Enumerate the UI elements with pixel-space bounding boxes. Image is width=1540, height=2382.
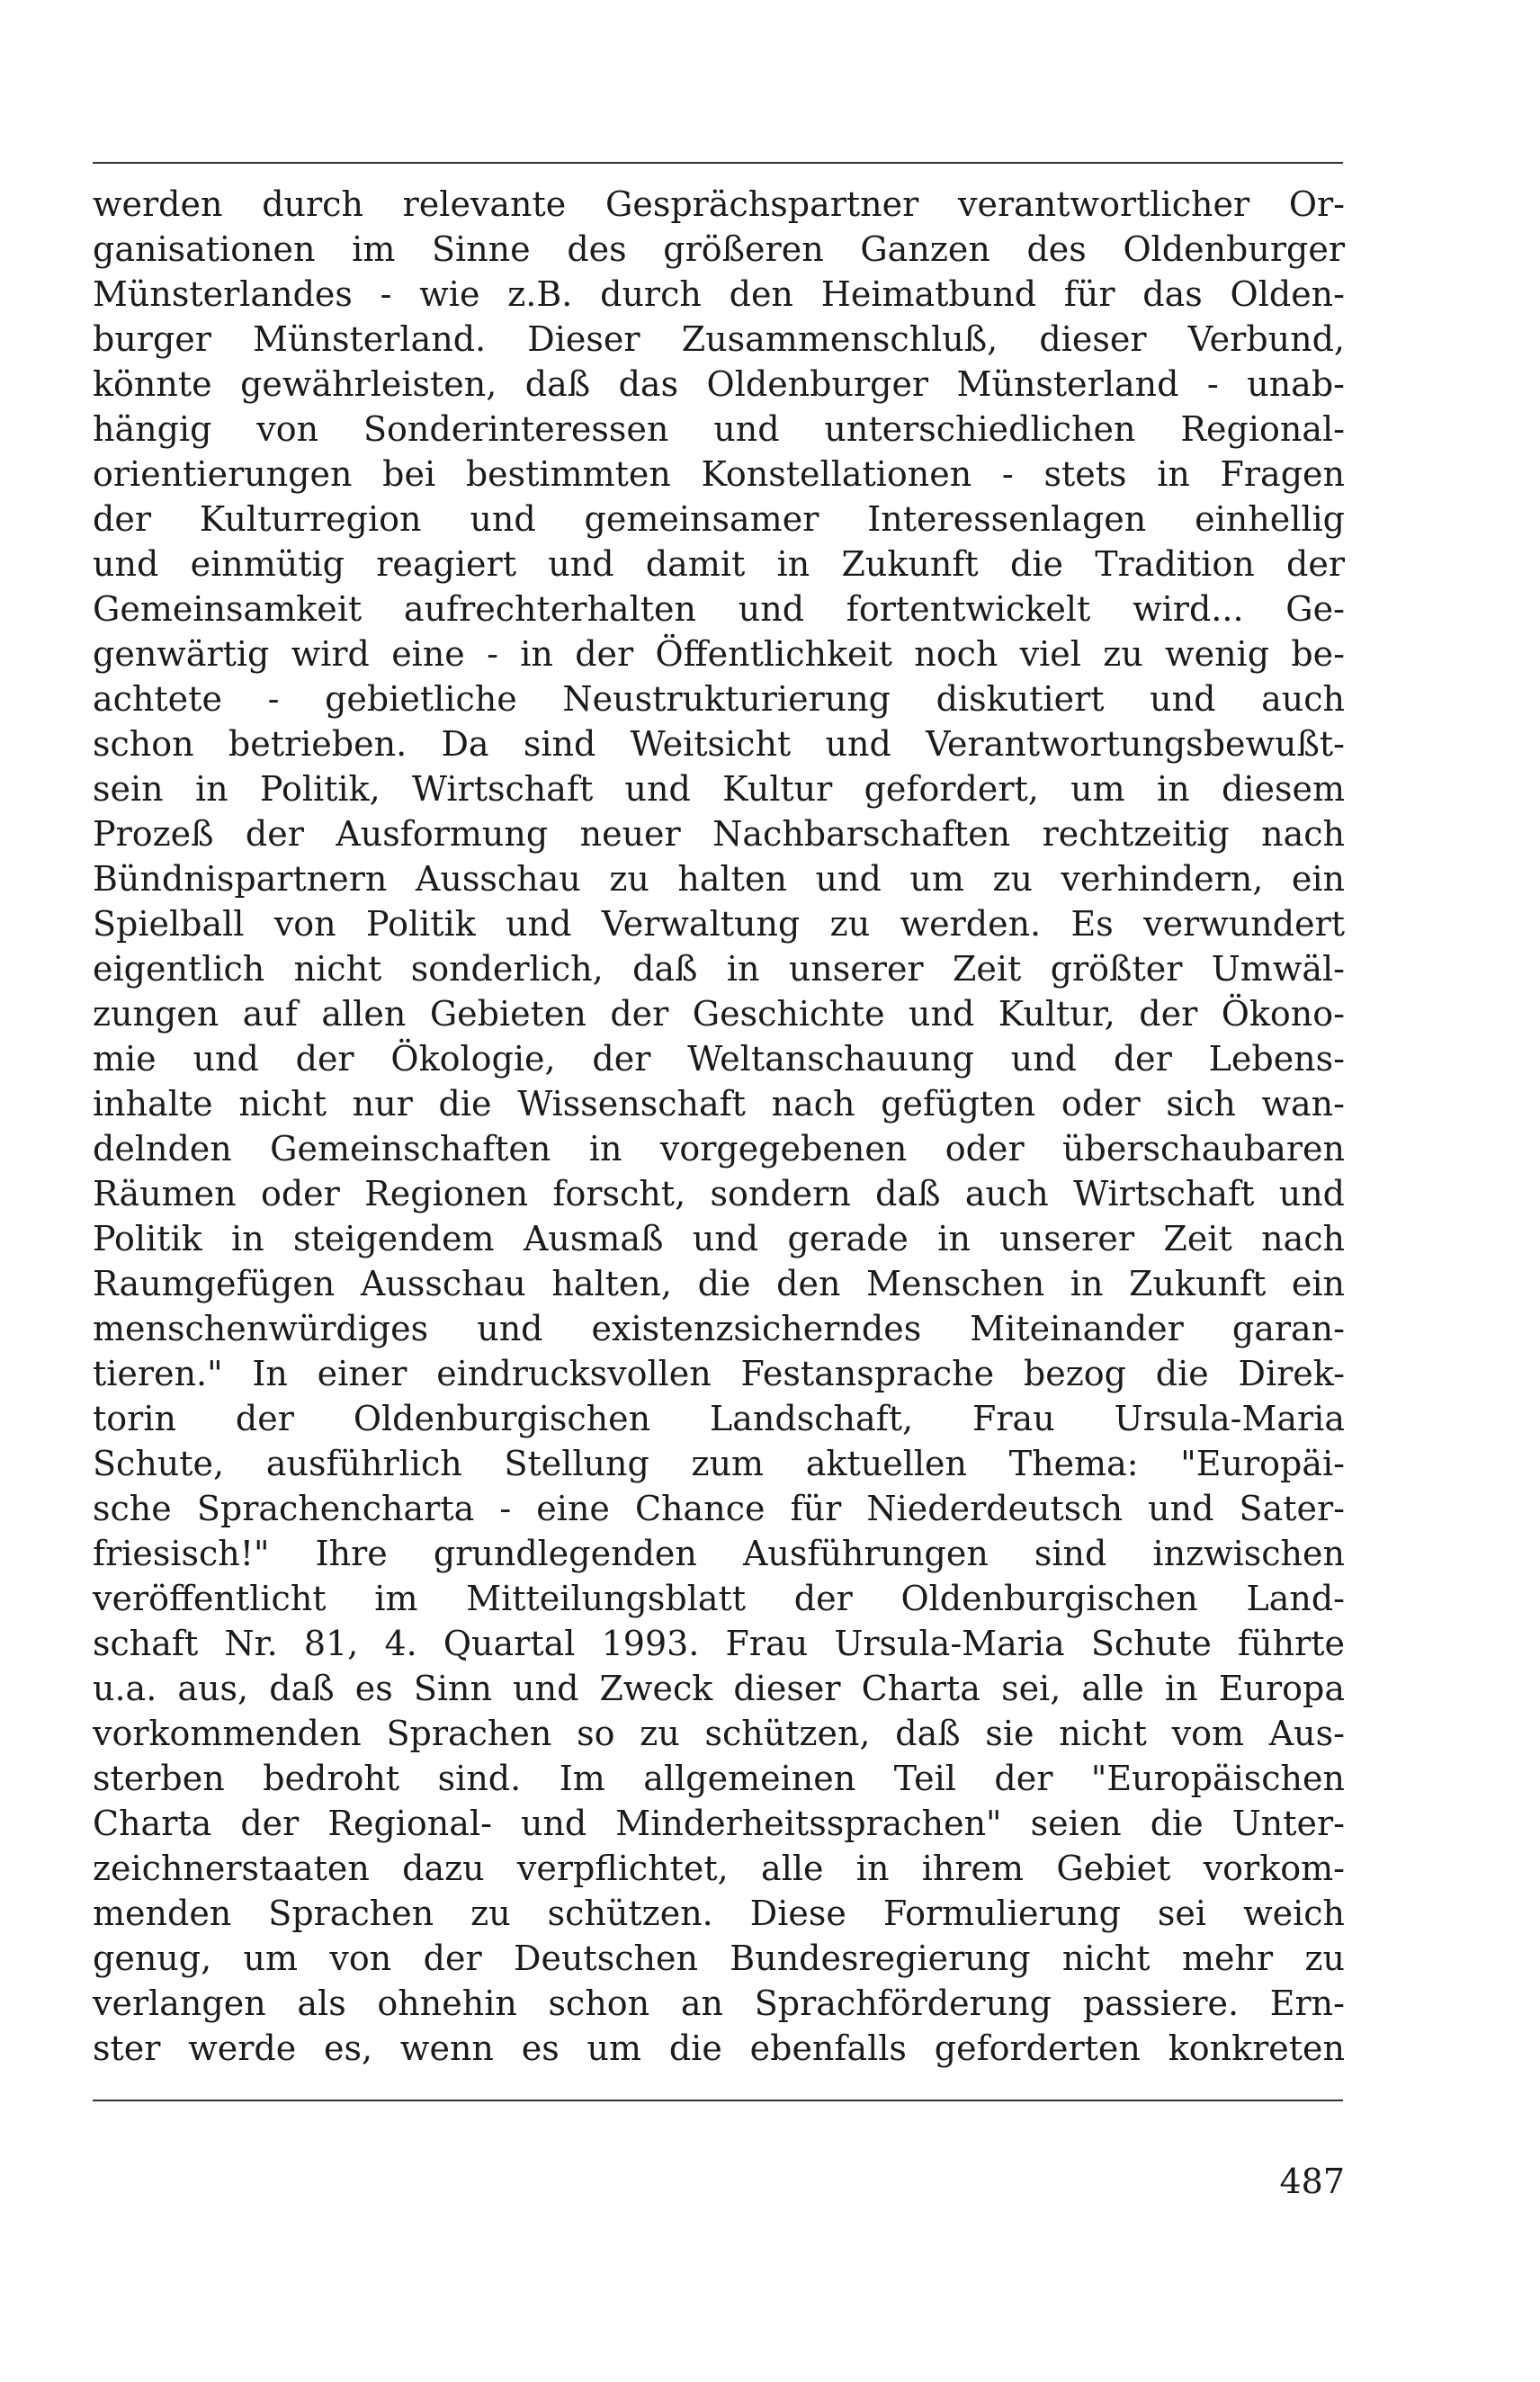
text-line: werden durch relevante Gesprächspartner verantwortlicher Or- (93, 184, 1345, 224)
text-line: könnte gewährleisten, daß das Oldenburger Münsterland - unab- (93, 364, 1345, 404)
text-line: torin der Oldenburgischen Landschaft, Frau Ursula-Maria (93, 1399, 1345, 1438)
text-line: hängig von Sonderinteressen und unterschiedlichen Regional- (93, 409, 1345, 449)
text-line: zungen auf allen Gebieten der Geschichte und Kultur, der Ökono- (93, 994, 1345, 1034)
text-line: delnden Gemeinschaften in vorgegebenen oder überschaubaren (93, 1129, 1345, 1169)
text-line: ganisationen im Sinne des größeren Ganzen des Oldenburger (93, 229, 1345, 269)
text-line: sein in Politik, Wirtschaft und Kultur gefordert, um in diesem (93, 769, 1345, 809)
text-line: schaft Nr. 81, 4. Quartal 1993. Frau Ursula-Maria Schute führte (93, 1624, 1345, 1663)
text-line: friesisch!" Ihre grundlegenden Ausführungen sind inzwischen (93, 1534, 1345, 1573)
text-line: Bündnispartnern Ausschau zu halten und um zu verhindern, ein (93, 859, 1345, 899)
text-line: eigentlich nicht sonderlich, daß in unserer Zeit größter Umwäl- (93, 949, 1345, 989)
text-line: der Kulturregion und gemeinsamer Interessenlagen einhellig (93, 499, 1345, 539)
body-text (93, 182, 1345, 2071)
text-line: vorkommenden Sprachen so zu schützen, daß sie nicht vom Aus- (93, 1714, 1345, 1753)
text-line: Münsterlandes - wie z.B. durch den Heimatbund für das Olden- (93, 274, 1345, 314)
text-line: menden Sprachen zu schützen. Diese Formulierung sei weich (93, 1894, 1345, 1933)
text-line: Spielball von Politik und Verwaltung zu werden. Es verwundert (93, 904, 1345, 944)
text-line: Raumgefügen Ausschau halten, die den Menschen in Zukunft ein (93, 1264, 1345, 1303)
text-line: Schute, ausführlich Stellung zum aktuellen Thema: "Europäi- (93, 1444, 1345, 1483)
text-line: burger Münsterland. Dieser Zusammenschluß, dieser Verbund, (93, 319, 1345, 359)
text-line: u.a. aus, daß es Sinn und Zweck dieser Charta sei, alle in Europa (93, 1669, 1345, 1708)
page-number: 487 (1279, 2162, 1345, 2201)
text-line: zeichnerstaaten dazu verpflichtet, alle in ihrem Gebiet vorkom- (93, 1849, 1345, 1888)
text-line: sche Sprachencharta - eine Chance für Niederdeutsch und Sater- (93, 1489, 1345, 1528)
top-rule (93, 162, 1343, 164)
text-line: menschenwürdiges und existenzsicherndes Miteinander garan- (93, 1309, 1345, 1348)
text-line: genug, um von der Deutschen Bundesregierung nicht mehr zu (93, 1939, 1345, 1978)
text-line: genwärtig wird eine - in der Öffentlichkeit noch viel zu wenig be- (93, 634, 1345, 674)
text-line: Gemeinsamkeit aufrechterhalten und fortentwickelt wird... Ge- (93, 589, 1345, 629)
text-line: veröffentlicht im Mitteilungsblatt der Oldenburgischen Land- (93, 1579, 1345, 1618)
text-line: inhalte nicht nur die Wissenschaft nach gefügten oder sich wan- (93, 1084, 1345, 1124)
text-line: Charta der Regional- und Minderheitssprachen" seien die Unter- (93, 1804, 1345, 1843)
text-line: und einmütig reagiert und damit in Zukunft die Tradition der (93, 544, 1345, 584)
bottom-rule (93, 2100, 1343, 2101)
text-line: ster werde es, wenn es um die ebenfalls geforderten konkreten (93, 2028, 1345, 2068)
text-line: orientierungen bei bestimmten Konstellationen - stets in Fragen (93, 454, 1345, 494)
text-line: Politik in steigendem Ausmaß und gerade in unserer Zeit nach (93, 1219, 1345, 1258)
text-line: achtete - gebietliche Neustrukturierung diskutiert und auch (93, 679, 1345, 719)
text-line: Prozeß der Ausformung neuer Nachbarschaften rechtzeitig nach (93, 814, 1345, 854)
text-line: sterben bedroht sind. Im allgemeinen Teil der "Europäischen (93, 1759, 1345, 1798)
text-line: tieren." In einer eindrucksvollen Festansprache bezog die Direk- (93, 1354, 1345, 1393)
text-line: schon betrieben. Da sind Weitsicht und Verantwortungsbewußt- (93, 724, 1345, 764)
text-line: verlangen als ohnehin schon an Sprachförderung passiere. Ern- (93, 1984, 1345, 2023)
text-line: Räumen oder Regionen forscht, sondern daß auch Wirtschaft und (93, 1174, 1345, 1213)
text-line: mie und der Ökologie, der Weltanschauung und der Lebens- (93, 1039, 1345, 1079)
